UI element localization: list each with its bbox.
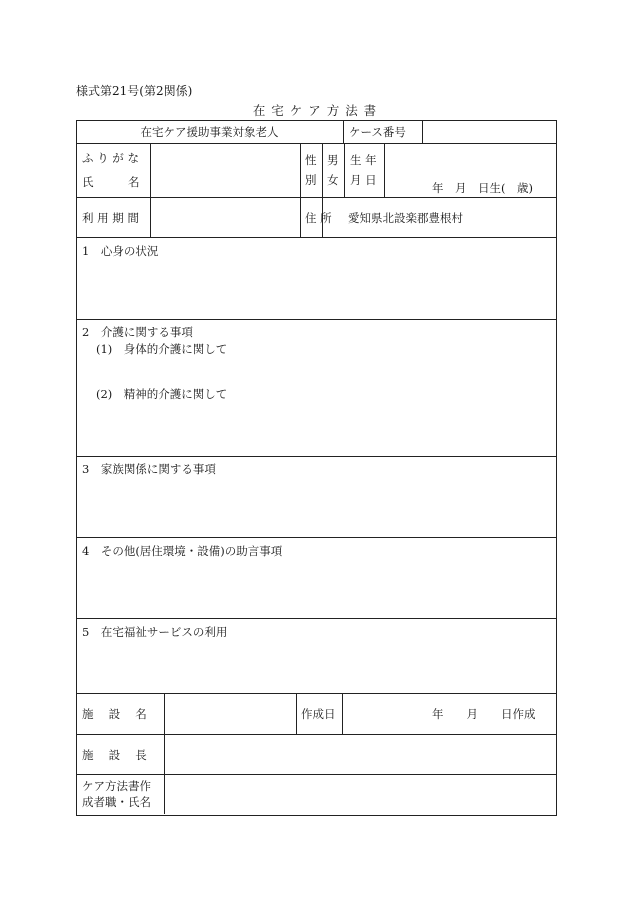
section-1-heading: 1 心身の状況	[82, 244, 159, 258]
subject-label: 在宅ケア援助事業対象老人	[140, 125, 279, 139]
form-number: 様式第21号(第2関係)	[76, 84, 193, 98]
case-number-field[interactable]	[428, 125, 552, 141]
section-2-sub-2: (2) 精神的介護に関して	[96, 387, 228, 401]
birth-date-field[interactable]: 年 月 日生( 歳)	[432, 181, 533, 195]
facility-name-field[interactable]	[168, 697, 292, 731]
furigana-label: ふ り が な	[82, 151, 139, 165]
facility-name-label: 施 設 名	[82, 707, 147, 721]
sex-label-1: 性	[305, 153, 317, 167]
birth-label-2: 月 日	[350, 173, 377, 187]
name-field[interactable]	[154, 150, 296, 194]
case-number-label: ケース番号	[349, 125, 406, 139]
section-2-sub-1-body[interactable]	[80, 356, 552, 384]
usage-period-field[interactable]	[154, 204, 296, 232]
sex-option-female[interactable]: 女	[327, 173, 339, 187]
author-label-1: ケア方法書作	[82, 779, 151, 793]
sex-label-2: 別	[305, 173, 317, 187]
sex-option-male[interactable]: 男	[327, 153, 339, 167]
name-label: 氏 名	[82, 175, 140, 189]
birth-label-1: 生 年	[350, 153, 377, 167]
section-4-body[interactable]	[80, 559, 552, 614]
section-2-sub-1: (1) 身体的介護に関して	[96, 342, 228, 356]
address-label: 住 所	[305, 211, 332, 225]
section-3-body[interactable]	[80, 477, 552, 533]
created-date-field[interactable]: 年 月 日作成	[432, 707, 536, 721]
facility-head-field[interactable]	[168, 738, 552, 771]
section-3-heading: 3 家族関係に関する事項	[82, 462, 216, 476]
usage-period-label: 利 用 期 間	[82, 211, 139, 225]
author-label-2: 成者職・氏名	[82, 795, 151, 809]
address-field[interactable]: 愛知県北設楽郡豊根村	[348, 211, 463, 225]
section-1-body[interactable]	[80, 258, 552, 316]
created-date-label: 作成日	[301, 707, 336, 721]
section-2-heading: 2 介護に関する事項	[82, 325, 193, 339]
section-4-heading: 4 その他(居住環境・設備)の助言事項	[82, 544, 283, 558]
author-field[interactable]	[168, 778, 552, 811]
facility-head-label: 施 設 長	[82, 748, 147, 762]
section-5-body[interactable]	[80, 640, 552, 690]
section-5-heading: 5 在宅福祉サービスの利用	[82, 625, 228, 639]
section-2-sub-2-body[interactable]	[80, 402, 552, 452]
document-title: 在 宅 ケ ア 方 法 書	[252, 103, 378, 118]
